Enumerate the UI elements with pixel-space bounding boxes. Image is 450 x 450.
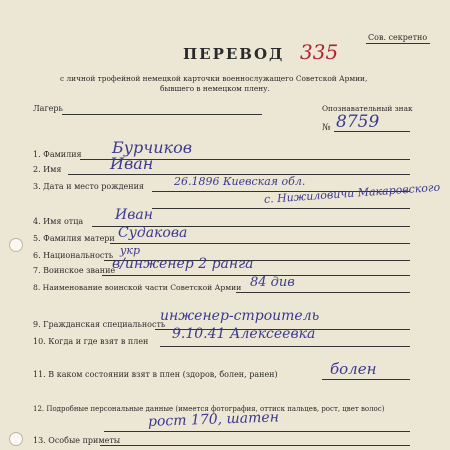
field-value-surname: Бурчиков <box>112 138 193 157</box>
field-line-personal <box>104 431 410 432</box>
camp-line <box>62 114 262 115</box>
subtitle-line2: бывшего в немецком плену. <box>160 84 270 93</box>
subtitle-line1: с личной трофейной немецкой карточки военнослужащего Советской Армии, <box>60 74 368 83</box>
document-title: ПЕРЕВОД <box>183 45 285 63</box>
field-label-father: 4. Имя отца <box>33 217 84 226</box>
field-label-rank: 7. Воинское звание <box>33 266 116 275</box>
field-label-surname: 1. Фамилия <box>33 150 82 159</box>
field-label-captured: 10. Когда и где взят в плен <box>33 337 149 346</box>
field-label-birth: 3. Дата и место рождения <box>33 182 144 191</box>
field-value-condition: болен <box>330 360 377 378</box>
tag-number: 8759 <box>336 112 380 132</box>
field-value-unit: 84 див <box>250 275 295 290</box>
field-label-personal: 12. Подробные персональные данные (имеется фотография, оттиск пальцев, рост, цвет волос) <box>33 405 385 413</box>
field-label-name: 2. Имя <box>33 165 62 174</box>
field-line-captured <box>160 346 410 347</box>
field-label-nationality: 6. Национальность <box>33 251 114 260</box>
field-line-condition <box>322 379 410 380</box>
field-line-unit <box>236 292 410 293</box>
field-value-mother: Судакова <box>118 225 188 241</box>
tag-label: Опознавательный знак <box>322 104 413 113</box>
field-value-personal: рост 170, шатен <box>147 409 280 430</box>
field-label-condition: 11. В каком состоянии взят в плен (здоров, болен, ранен) <box>33 370 278 379</box>
field-value-rank: в/инженер 2 ранга <box>112 256 254 272</box>
field-line-birth-2 <box>152 208 410 209</box>
punch-hole-lower <box>9 432 23 446</box>
field-value-father: Иван <box>115 207 153 223</box>
tag-line <box>334 131 410 132</box>
secrecy-label: Сов. секретно <box>368 33 428 42</box>
field-value-name: Иван <box>110 154 154 173</box>
field-value-nationality: укр <box>120 244 140 257</box>
stamp-number: 335 <box>300 40 339 64</box>
camp-label: Лагерь <box>33 104 63 113</box>
field-line-marks <box>100 445 410 446</box>
field-line-mother <box>110 243 410 244</box>
tag-prefix: № <box>322 123 331 133</box>
punch-hole-upper <box>9 238 23 252</box>
secrecy-underline <box>366 43 430 44</box>
field-label-unit: 8. Наименование воинской части Советской Армии <box>33 283 242 292</box>
field-value-captured: 9.10.41 Алексеевка <box>172 326 316 342</box>
field-value-specialty: инженер-строитель <box>160 308 320 324</box>
field-label-mother: 5. Фамилия матери <box>33 234 115 243</box>
field-label-marks: 13. Особые приметы <box>33 436 121 445</box>
field-label-specialty: 9. Гражданская специальность <box>33 320 166 329</box>
field-value-birth: 26.1896 Киевская обл. <box>174 175 306 188</box>
field-value-birth-place: с. Нижиловичи Макаровского <box>263 180 441 206</box>
